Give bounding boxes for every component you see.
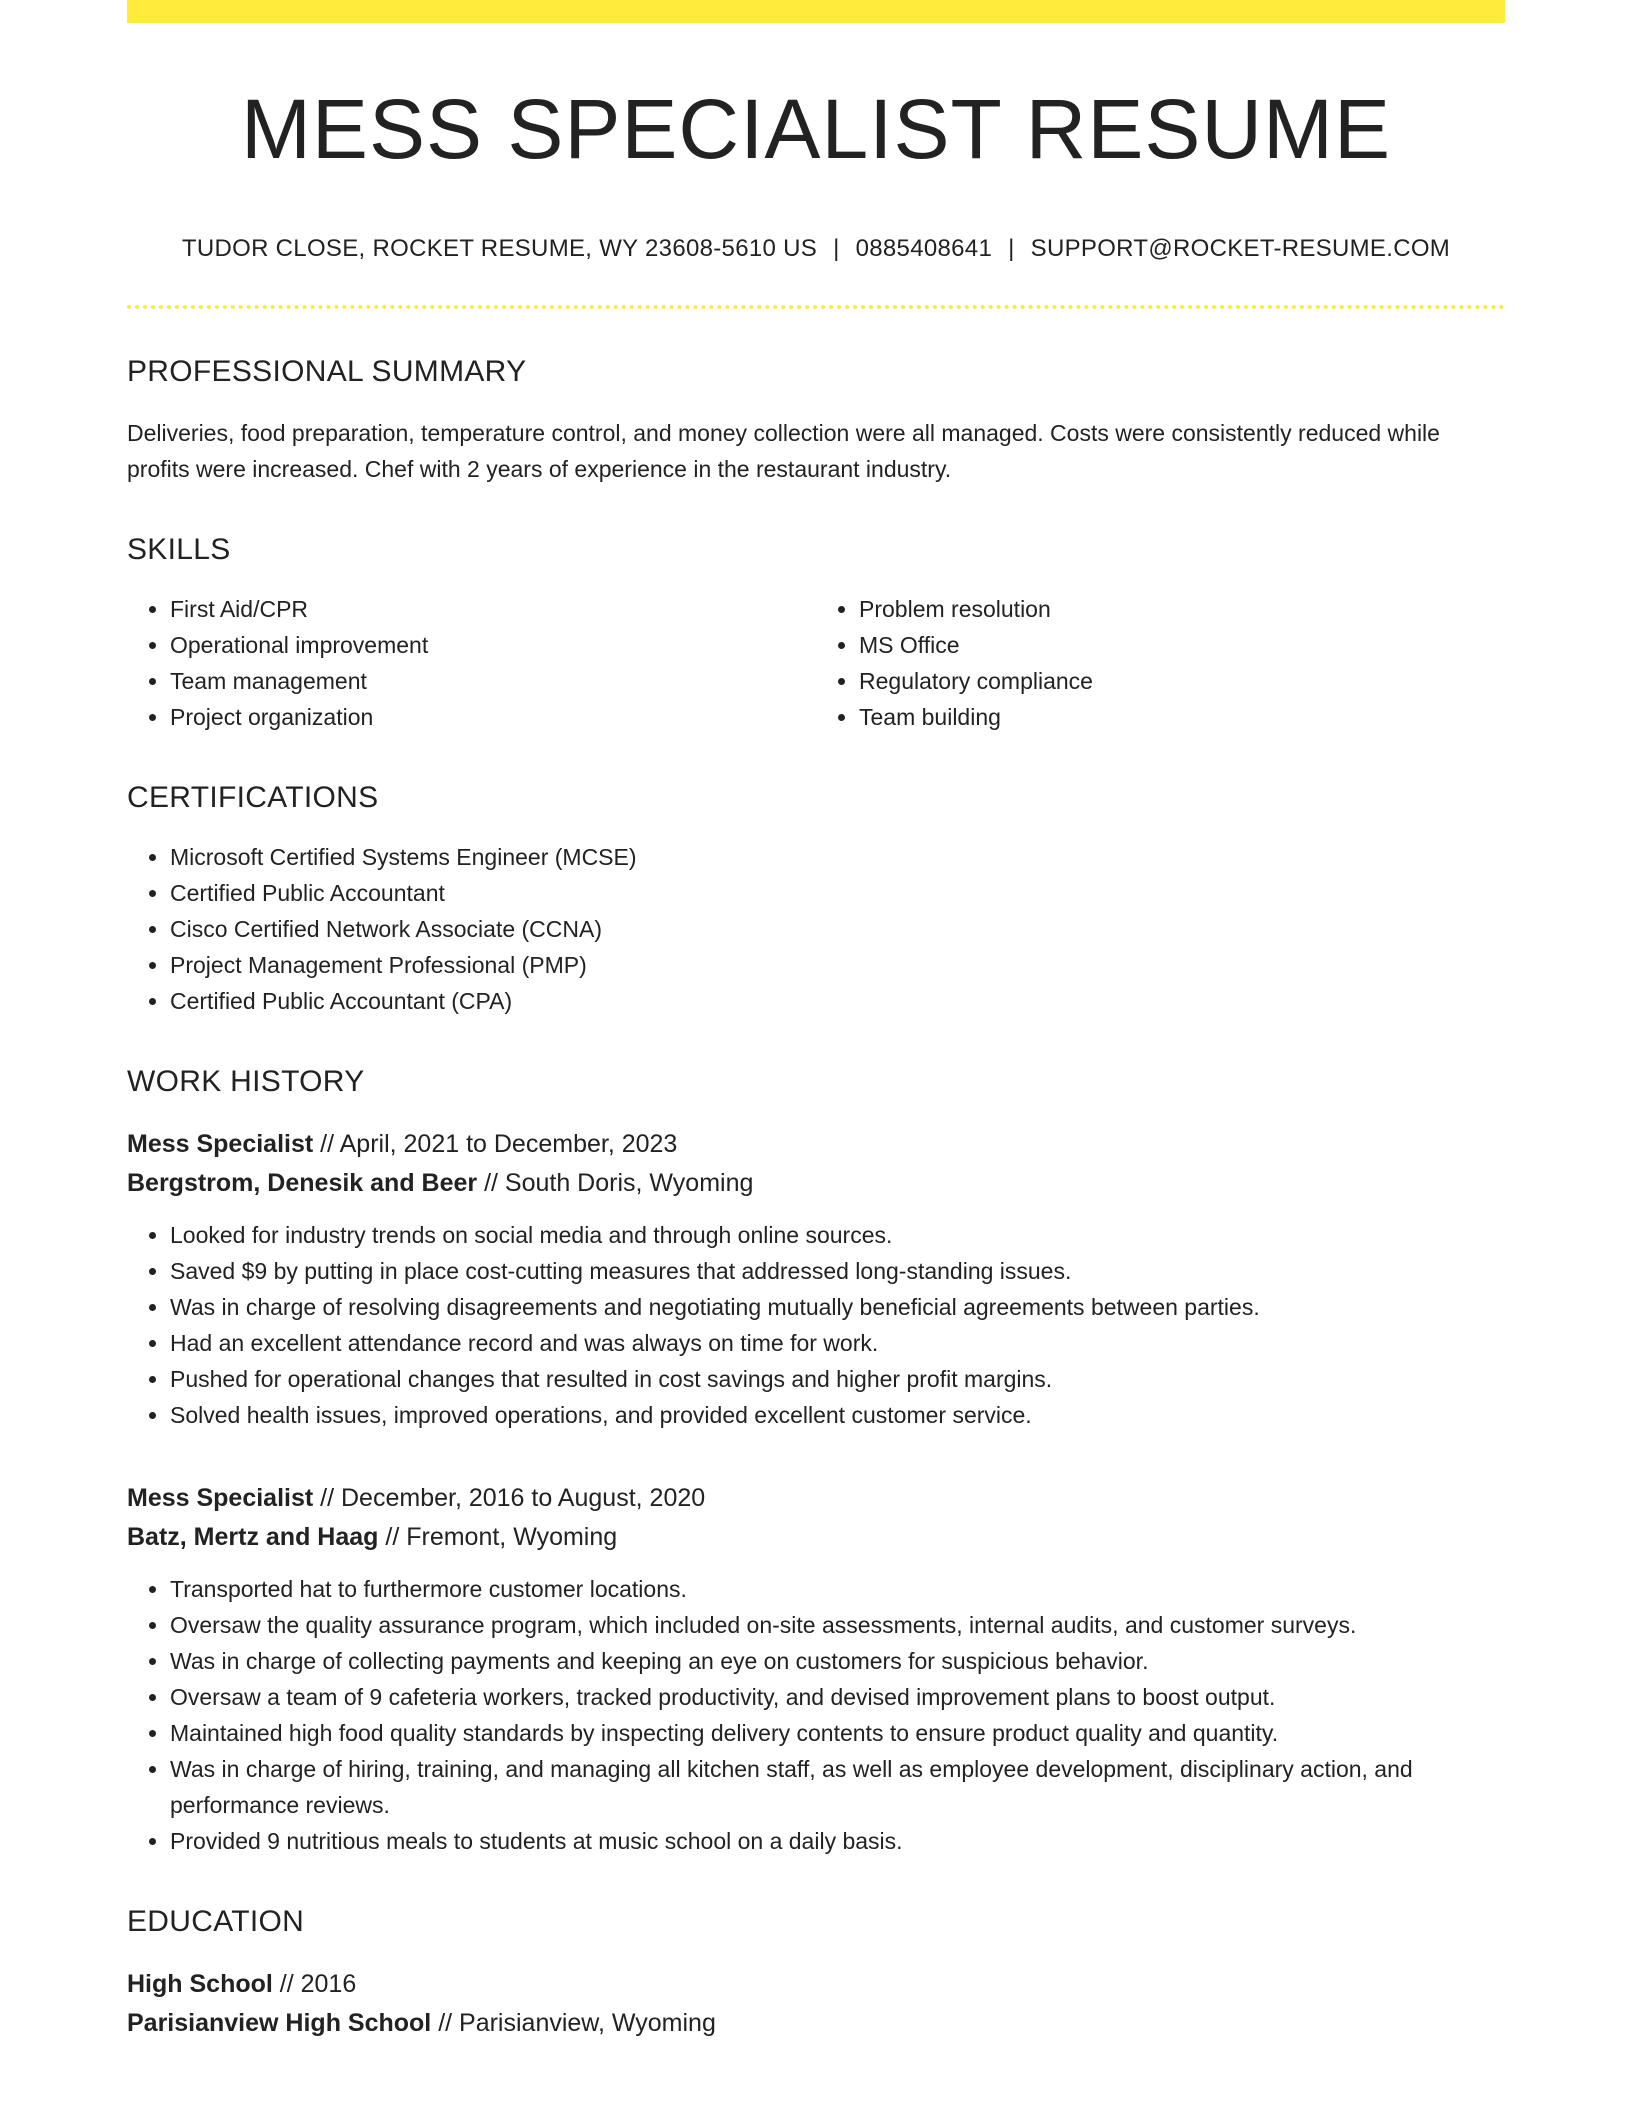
job-entry	[127, 1479, 1505, 1859]
list-item: • Oversaw the quality assurance program, which included on-site assessments, internal audits, and customer surveys.	[170, 1607, 1505, 1643]
contact-separator: |	[1008, 235, 1015, 263]
list-item: • Looked for industry trends on social media and through online sources.	[170, 1217, 1505, 1253]
list-item: • Project organization	[170, 699, 816, 735]
list-item: • Oversaw a team of 9 cafeteria workers, tracked productivity, and devised improvement plans to boost output.	[170, 1679, 1505, 1715]
job-entry	[127, 1125, 1505, 1433]
list-item: • Certified Public Accountant	[170, 875, 1505, 911]
list-item: • Certified Public Accountant (CPA)	[170, 983, 1505, 1019]
education-degree-line	[127, 1965, 1505, 2004]
job-location: // Fremont, Wyoming	[378, 1523, 618, 1552]
job-location: // South Doris, Wyoming	[477, 1169, 754, 1198]
education-section	[127, 1905, 1505, 2043]
contact-separator: |	[833, 235, 840, 263]
contact-email[interactable]: SUPPORT@ROCKET-RESUME.COM	[1030, 235, 1451, 263]
list-item: • Saved $9 by putting in place cost-cutting measures that addressed long-standing issues.	[170, 1253, 1505, 1289]
contact-address: TUDOR CLOSE, ROCKET RESUME, WY 23608-5610 US	[181, 235, 818, 263]
list-item: • MS Office	[859, 627, 1505, 663]
job-role: Mess Specialist	[127, 1484, 314, 1513]
skills-grid	[127, 591, 1505, 735]
list-item: • Transported hat to furthermore customer locations.	[170, 1571, 1505, 1607]
job-bullets	[127, 1571, 1505, 1859]
list-item: • Cisco Certified Network Associate (CCNA)	[170, 911, 1505, 947]
education-year: // 2016	[272, 1970, 357, 1999]
education-heading: EDUCATION	[127, 1905, 305, 1939]
certifications-section	[127, 781, 1505, 1019]
education-school: Parisianview High School	[127, 2009, 432, 2038]
certifications-list	[127, 839, 1505, 1019]
list-item: • Team management	[170, 663, 816, 699]
job-bullets	[127, 1217, 1505, 1433]
work-history-heading: WORK HISTORY	[127, 1065, 365, 1099]
list-item: • Maintained high food quality standards by inspecting delivery contents to ensure product quality and quantity.	[170, 1715, 1505, 1751]
skills-list-right	[816, 591, 1505, 735]
job-company: Bergstrom, Denesik and Beer	[127, 1169, 478, 1198]
list-item: • First Aid/CPR	[170, 591, 816, 627]
resume-title: MESS SPECIALIST RESUME	[240, 82, 1392, 176]
job-dates: // December, 2016 to August, 2020	[313, 1484, 706, 1513]
work-history-section	[127, 1065, 1505, 1859]
list-item: • Team building	[859, 699, 1505, 735]
job-role-line	[127, 1479, 1505, 1518]
list-item: • Pushed for operational changes that resulted in cost savings and higher profit margins.	[170, 1361, 1505, 1397]
contact-line	[127, 235, 1505, 263]
job-company-line	[127, 1164, 1505, 1203]
list-item: • Was in charge of hiring, training, and managing all kitchen staff, as well as employee development, disciplinary action, and performance reviews.	[170, 1751, 1505, 1823]
summary-heading: PROFESSIONAL SUMMARY	[127, 355, 527, 389]
job-company-line	[127, 1518, 1505, 1557]
education-degree: High School	[127, 1970, 273, 1999]
job-company: Batz, Mertz and Haag	[127, 1523, 379, 1552]
job-role-line	[127, 1125, 1505, 1164]
education-entry	[127, 1965, 1505, 2043]
job-dates: // April, 2021 to December, 2023	[313, 1130, 678, 1159]
job-role: Mess Specialist	[127, 1130, 314, 1159]
list-item: • Provided 9 nutritious meals to students at music school on a daily basis.	[170, 1823, 1505, 1859]
contact-phone: 0885408641	[855, 235, 993, 263]
summary-text: Deliveries, food preparation, temperature control, and money collection were all managed. Costs were consistently reduced while profits were increased. Chef with 2 years of experience in the restaurant industry.	[127, 420, 1440, 483]
certifications-heading: CERTIFICATIONS	[127, 781, 379, 815]
list-item: • Regulatory compliance	[859, 663, 1505, 699]
summary-section	[127, 355, 1505, 487]
list-item: • Project Management Professional (PMP)	[170, 947, 1505, 983]
list-item: • Microsoft Certified Systems Engineer (MCSE)	[170, 839, 1505, 875]
dotted-divider	[127, 305, 1505, 309]
education-school-line	[127, 2004, 1505, 2043]
list-item: • Was in charge of resolving disagreements and negotiating mutually beneficial agreements between parties.	[170, 1289, 1505, 1325]
list-item: • Solved health issues, improved operations, and provided excellent customer service.	[170, 1397, 1505, 1433]
skills-heading: SKILLS	[127, 533, 231, 567]
skills-section	[127, 533, 1505, 735]
list-item: • Was in charge of collecting payments and keeping an eye on customers for suspicious behavior.	[170, 1643, 1505, 1679]
list-item: • Had an excellent attendance record and was always on time for work.	[170, 1325, 1505, 1361]
accent-top-bar	[127, 0, 1505, 23]
skills-list-left	[127, 591, 816, 735]
list-item: • Problem resolution	[859, 591, 1505, 627]
education-location: // Parisianview, Wyoming	[431, 2009, 716, 2038]
list-item: • Operational improvement	[170, 627, 816, 663]
